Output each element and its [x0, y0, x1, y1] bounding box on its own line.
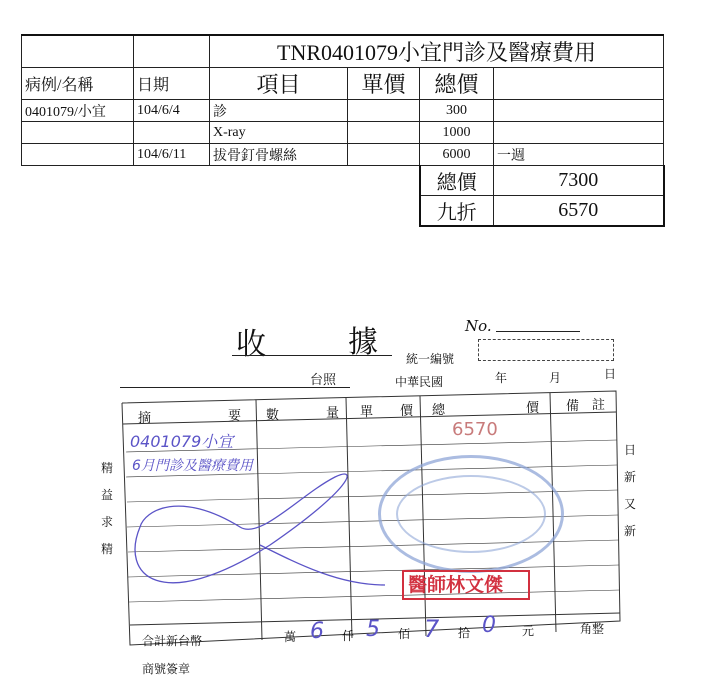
- cell-total-price: 6000: [420, 144, 494, 166]
- header-date: 日期: [134, 68, 210, 100]
- cell-item: X-ray: [210, 122, 348, 144]
- header-item: 項目: [210, 68, 348, 100]
- handwritten-total: 6570: [452, 419, 498, 440]
- header-total-price: 總價: [420, 68, 494, 100]
- header-note: [494, 68, 664, 100]
- blank-cell: [22, 35, 134, 68]
- digit-ten: 7: [424, 615, 440, 643]
- receipt-title-left: 收: [236, 327, 268, 362]
- discount-row: [22, 196, 664, 227]
- cell-name: 0401079/小宜: [22, 100, 134, 122]
- discount-label: 九折: [420, 196, 494, 227]
- unit-shi: 拾: [458, 626, 471, 640]
- cell-unit-price: [348, 122, 420, 144]
- doctor-seal: 醫師林文傑: [402, 570, 530, 600]
- table-row: [22, 100, 664, 122]
- unit-wan: 萬: [284, 630, 297, 644]
- table-row: [22, 144, 664, 166]
- table-row: [22, 122, 664, 144]
- cell-total-price: 1000: [420, 122, 494, 144]
- cell-unit-price: [348, 144, 420, 166]
- receipt-title-right: 據: [348, 325, 380, 360]
- digit-hundred: 5: [366, 617, 380, 642]
- receipt-no-label: No.: [465, 317, 492, 335]
- receipt: [60, 295, 710, 695]
- handwritten-line1: 0401079小宜: [130, 432, 234, 451]
- col-header: 價: [400, 404, 414, 419]
- cell-date: 104/6/11: [134, 144, 210, 166]
- digit-one: 0: [482, 613, 496, 638]
- unit-bai: 佰: [398, 627, 411, 641]
- header-name: 病例/名稱: [22, 68, 134, 100]
- col-header: 要: [228, 409, 242, 424]
- signature-label: 商號簽章: [142, 662, 191, 676]
- clinic-stamp-inner: [396, 475, 546, 553]
- discount-value: 6570: [494, 196, 664, 227]
- col-header: 單: [360, 405, 374, 420]
- col-header: 數: [266, 408, 280, 423]
- date-month: 月: [549, 371, 562, 385]
- cell-item: 診: [210, 100, 348, 122]
- header-unit-price: 單價: [348, 68, 420, 100]
- digit-thousand: 6: [310, 619, 324, 644]
- blank-cell: [22, 166, 420, 196]
- cell-item: 拔骨釘骨螺絲: [210, 144, 348, 166]
- cell-note: 一週: [494, 144, 664, 166]
- cell-unit-price: [348, 100, 420, 122]
- total-row: [22, 166, 664, 196]
- col-header: 價: [526, 401, 540, 416]
- col-header: 註: [592, 398, 606, 413]
- cell-note: [494, 100, 664, 122]
- cell-date: [134, 122, 210, 144]
- receipt-prefix: 台照: [310, 373, 337, 388]
- cell-name: [22, 144, 134, 166]
- blank-cell: [134, 35, 210, 68]
- unit-yuan: 元: [522, 624, 535, 638]
- col-header: 備: [566, 399, 580, 414]
- col-header: 量: [326, 406, 340, 421]
- side-right-text: 日 新 又 新: [623, 443, 636, 538]
- side-left-text: 精 益 求 精: [100, 461, 113, 556]
- total-label: 總價: [420, 166, 494, 196]
- date-year: 年: [495, 371, 508, 385]
- col-header: 總: [432, 403, 446, 418]
- fee-table: [21, 34, 665, 227]
- unit-jiao-zheng: 角整: [580, 622, 605, 636]
- col-header: 摘: [138, 411, 152, 426]
- cell-name: [22, 122, 134, 144]
- blank-cell: [22, 196, 420, 227]
- handwritten-line2: 6月門診及醫療費用: [132, 458, 253, 474]
- tax-id-label: 統一編號: [406, 352, 455, 366]
- cell-note: [494, 122, 664, 144]
- total-label: 合計新台幣: [142, 634, 203, 648]
- cell-date: 104/6/4: [134, 100, 210, 122]
- date-day: 日: [604, 367, 617, 381]
- total-value: 7300: [494, 166, 664, 196]
- unit-qian: 仟: [342, 629, 355, 643]
- cell-total-price: 300: [420, 100, 494, 122]
- fee-table-title: TNR0401079小宜門診及醫療費用: [210, 35, 664, 68]
- date-era: 中華民國: [395, 375, 444, 389]
